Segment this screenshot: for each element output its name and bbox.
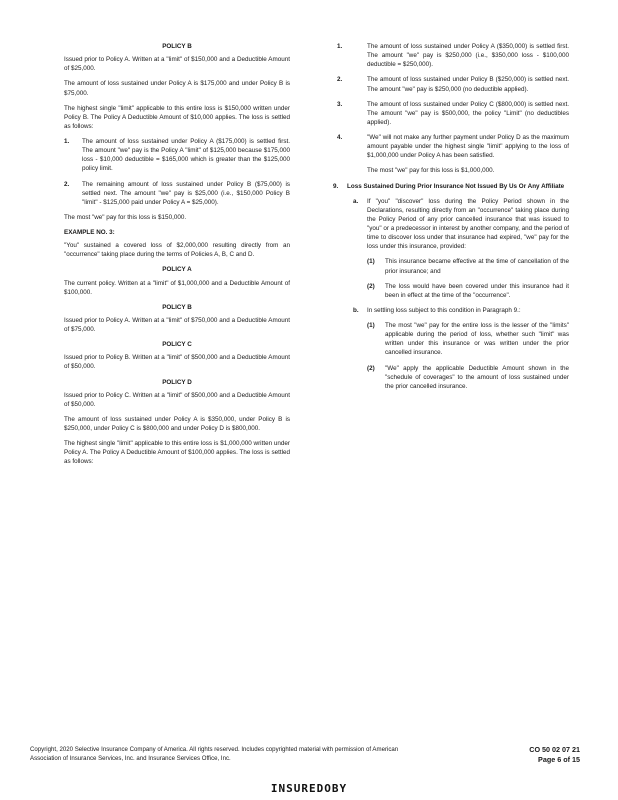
list-item-text: "We" will not make any further payment under Policy D as the maximum amount payable under the highest single "limit" applying to the loss of $1,000,000 under Policy A has been satisfied.: [367, 134, 569, 160]
subparagraph: [333, 282, 569, 300]
policy-b-header: POLICY B: [162, 303, 192, 311]
policy-c-description: Issued prior to Policy B. Written at a "limit" of $500,000 and a Deductible Amount of $50,000.: [64, 354, 290, 371]
form-info: [490, 745, 580, 765]
settlement-list-1: [64, 137, 290, 207]
paragraph-letter: b.: [353, 306, 359, 314]
list-item: [333, 75, 569, 93]
list-item: [333, 42, 569, 69]
policy-c-header: POLICY C: [162, 341, 192, 349]
subparagraph-text: The loss would have been covered under this insurance had it been in effect at the time of the "occurrence".: [385, 282, 569, 299]
subparagraph-text: The most "we" pay for the entire loss is the lesser of the "limits" applicable during the period of loss, whether such "limit" was written under this insurance or was written under the prior cancelled insurance.: [385, 322, 569, 357]
right-column: [333, 42, 569, 397]
highest-limit-paragraph: The highest single "limit" applicable to this entire loss is $1,000,000 written under Policy A. The Policy A Deductible Amount of $100,000 applies. The loss is settled as follows:: [64, 440, 290, 466]
list-item-number: 1.: [337, 43, 343, 50]
list-item: [64, 180, 290, 207]
subparagraph: [333, 257, 569, 275]
section-number: 9.: [333, 182, 339, 190]
paragraph-text: If "you" "discover" loss during the Policy Period shown in the Declarations, resulting directly from an "occurrence" taking place during the Policy Period of any prior cancelled insurance that was issued to "you" or a predecessor in interest by another company, and the period of time to discover loss under that insurance had expired, "we" pay for the loss under this insurance, provided:: [367, 197, 569, 251]
policy-a-header: POLICY A: [162, 266, 192, 274]
policy-a-description: The current policy. Written at a "limit" of $1,000,000 and a Deductible Amount of $100,000.: [64, 279, 290, 296]
paragraph-b: [333, 306, 569, 315]
subparagraph: [333, 321, 569, 358]
section-title: Loss Sustained During Prior Insurance Not Issued By Us Or Any Affiliate: [347, 182, 565, 190]
copyright-notice: Copyright, 2020 Selective Insurance Company of America. All rights reserved. Includes copyrighted material with permission of American Association of Insurance Services, Inc. and Insurance Services Office, Inc.: [30, 746, 399, 763]
policy-d-description: Issued prior to Policy C. Written at a "limit" of $500,000 and a Deductible Amount of $50,000.: [64, 391, 290, 408]
list-item-number: 4.: [337, 134, 343, 141]
loss-amounts-paragraph: The amount of loss sustained under Policy A is $175,000 and under Policy B is $75,000.: [64, 80, 290, 97]
settlement-list-2: [333, 42, 569, 160]
subparagraph-number: (2): [367, 364, 375, 372]
left-column: [64, 42, 290, 473]
list-item-text: The amount of loss sustained under Policy A ($350,000) is settled first. The amount "we" pay is $250,000 (i.e., $350,000 loss - $100,000 deductible = $250,000).: [367, 43, 569, 69]
subparagraph-text: "We" apply the applicable Deductible Amount shown in the "schedule of coverages" to the amount of loss sustained under the prior cancelled insurance.: [385, 364, 569, 390]
list-item-text: The amount of loss sustained under Policy A ($175,000) is settled first. The amount "we" pay is the Policy A "limit" of $125,000 because $175,000 loss - $10,000 deductible = $165,000 which is greater than the $125,000 policy limit.: [82, 138, 290, 173]
subparagraph-text: This insurance became effective at the time of cancellation of the prior insurance; and: [385, 258, 569, 275]
paragraph-a: [333, 197, 569, 252]
list-item-text: The amount of loss sustained under Policy C ($800,000) is settled next. The amount "we" pay is $500,000, the policy "Limit" (no deductibles applied).: [367, 100, 569, 126]
page-number: Page 6 of 15: [538, 755, 580, 765]
paragraph-letter: a.: [353, 197, 359, 205]
policy-b-header: POLICY B: [162, 43, 192, 50]
list-item: [333, 133, 569, 160]
list-item: [333, 100, 569, 127]
form-number: CO 50 02 07 21: [529, 745, 580, 754]
subparagraph: [333, 364, 569, 391]
policy-b-description: Issued prior to Policy A. Written at a "limit" of $750,000 and a Deductible Amount of $75,000.: [64, 316, 290, 333]
subparagraph-number: (1): [367, 322, 375, 329]
list-item-text: The amount of loss sustained under Policy B ($250,000) is settled next. The amount "we" pay is $250,000 (no deductible applied).: [367, 76, 569, 93]
example-3-heading: EXAMPLE NO. 3:: [64, 229, 115, 236]
most-we-pay-paragraph: The most "we" pay for this loss is $1,000,000.: [367, 167, 495, 175]
policy-b-description: Issued prior to Policy A. Written at a "limit" of $150,000 and a Deductible Amount of $25,000.: [64, 56, 290, 73]
list-item-text: The remaining amount of loss sustained under Policy B ($75,000) is settled next. The amount "we" pay is $25,000 (i.e., $150,000 Policy B "limit" - $125,000 paid under Policy A = $25,000).: [82, 180, 290, 206]
loss-amounts-paragraph: The amount of loss sustained under Policy A is $350,000, under Policy B is $250,000, under Policy C is $800,000 and under Policy D is $800,000.: [64, 415, 290, 432]
list-item: [64, 137, 290, 174]
subparagraph-number: (2): [367, 282, 375, 290]
section-9-heading: [333, 182, 569, 191]
paragraph-text: In settling loss subject to this condition in Paragraph 9.:: [367, 306, 521, 314]
list-item-number: 2.: [64, 180, 70, 188]
watermark: INSUREDOBY: [270, 782, 348, 795]
highest-limit-paragraph: The highest single "limit" applicable to this entire loss is $150,000 written under Policy B. The Policy A Deductible Amount of $10,000 applies. The loss is settled as follows:: [64, 104, 290, 130]
list-item-number: 1.: [64, 138, 70, 145]
policy-d-header: POLICY D: [162, 378, 192, 386]
list-item-number: 3.: [337, 100, 343, 108]
list-item-number: 2.: [337, 76, 343, 84]
most-we-pay-paragraph: The most "we" pay for this loss is $150,000.: [64, 213, 187, 221]
example-3-intro: "You" sustained a covered loss of $2,000,000 resulting directly from an "occurrence" taking place during the terms of Policies A, B, C and D.: [64, 242, 290, 259]
subparagraph-number: (1): [367, 258, 375, 266]
